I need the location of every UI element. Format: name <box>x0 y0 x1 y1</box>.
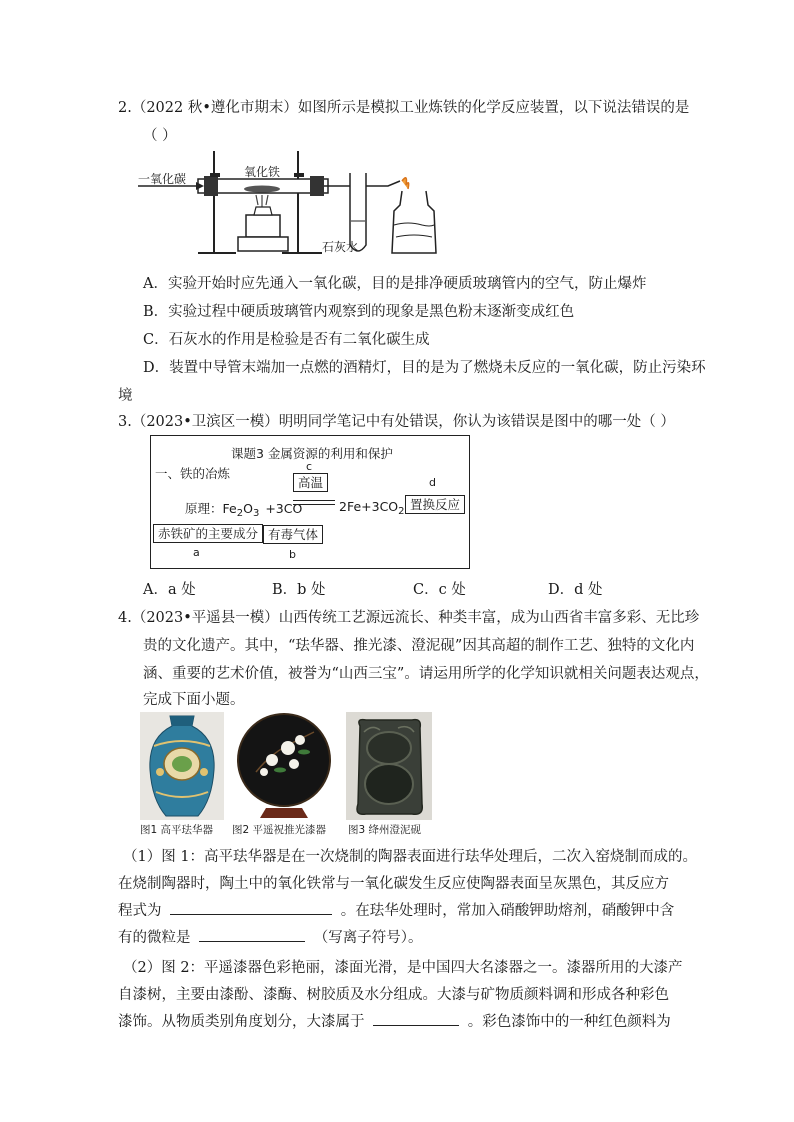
mark-d: d <box>429 476 436 489</box>
q4-p1-line4 <box>118 926 422 947</box>
box-a-ore: 赤铁矿的主要成分 <box>153 524 263 543</box>
mark-a: a <box>193 546 200 559</box>
caption-fig1: 图1 高平珐华器 <box>140 824 214 836</box>
label-limewater: 石灰水 <box>322 240 359 254</box>
principle-label: 原理： <box>185 501 223 516</box>
label-fe2o3: 氧化铁 <box>244 165 281 179</box>
q4-line3: 涵、重要的艺术价值，被誉为“山西三宝”。请运用所学的化学知识就相关问题表达观点， <box>143 666 709 682</box>
q3-option-a: A．a 处 <box>143 582 196 598</box>
q4-p1-prefix: 程式为 <box>118 903 162 919</box>
caption-fig2: 图2 平遥祝推光漆器 <box>232 824 327 836</box>
box-d-reaction-type: 置换反应 <box>405 495 465 514</box>
label-co: 一氧化碳 <box>138 172 187 186</box>
q4-line1: 4.（2023•平遥县一模）山西传统工艺源远流长、种类丰富，成为山西省丰富多彩、无比珍 <box>118 610 700 626</box>
q3-option-c: C．c 处 <box>413 582 466 598</box>
equals-line-bottom <box>293 504 335 505</box>
mark-b: b <box>289 548 296 561</box>
equals-line-top <box>293 500 335 501</box>
product-sub: 2 <box>398 506 405 517</box>
q2-option-a: A．实验开始时应先通入一氧化碳，目的是排净硬质玻璃管内的空气，防止爆炸 <box>143 276 647 292</box>
fahua-vase-photo <box>140 712 224 820</box>
reactant1-sub2: 3 <box>252 508 260 519</box>
q4-p2-line2: 自漆树，主要由漆酚、漆酶、树胶质及水分组成。大漆与矿物质颜料调和形成各种彩色 <box>118 987 669 1003</box>
note-title: 课题3 金属资源的利用和保护 <box>231 446 393 461</box>
q3-option-b: B．b 处 <box>272 582 326 598</box>
q2-stem-line1: 2.（2022 秋•遵化市期末）如图所示是模拟工业炼铁的化学反应装置，以下说法错误的是 <box>118 100 690 116</box>
mark-c: c <box>306 460 313 473</box>
box-c-condition: 高温 <box>293 473 328 492</box>
ion-symbol-answer-blank[interactable] <box>199 927 305 942</box>
equation-answer-blank[interactable] <box>170 900 332 915</box>
q3-option-d: D．d 处 <box>548 582 603 598</box>
reactant1-o: O <box>243 501 253 516</box>
q3-notebook-figure <box>150 435 470 569</box>
q4-line4: 完成下面小题。 <box>143 692 245 708</box>
q4-p1-line1: （1）图 1：高平珐华器是在一次烧制的陶器表面进行珐华处理后，二次入窑烧制而成的。 <box>123 849 698 865</box>
reactant2: +3CO <box>265 501 303 516</box>
q4-p1-line3 <box>118 899 674 920</box>
q2-option-c: C．石灰水的作用是检验是否有二氧化碳生成 <box>143 332 430 348</box>
caption-fig3: 图3 绛州澄泥砚 <box>348 824 422 836</box>
substance-class-answer-blank[interactable] <box>373 1011 459 1026</box>
q4-p2-prefix: 漆饰。从物质类别角度划分，大漆属于 <box>118 1014 365 1030</box>
note-section: 一、铁的冶炼 <box>155 466 231 481</box>
lacquer-plate-photo <box>232 712 336 820</box>
q4-line2: 贵的文化遗产。其中，“珐华器、推光漆、澄泥砚”因其高超的制作工艺、独特的文化内 <box>143 638 695 654</box>
q4-p1-suffix: 。在珐华处理时，常加入硝酸钾助熔剂，硝酸钾中含 <box>340 903 675 919</box>
q4-p2-line1: （2）图 2：平遥漆器色彩艳丽，漆面光滑，是中国四大名漆器之一。漆器所用的大漆产 <box>123 960 683 976</box>
reactant1-sub: 2 <box>236 508 244 519</box>
product: 2Fe+3CO <box>339 499 399 514</box>
q4-p2-line3 <box>118 1010 671 1031</box>
equation-left <box>185 499 302 519</box>
q2-option-b: B．实验过程中硬质玻璃管内观察到的现象是黑色粉末逐渐变成红色 <box>143 304 575 320</box>
inkstone-photo <box>346 712 432 820</box>
q2-stem-line2: （ ） <box>143 128 177 144</box>
box-b-toxic-gas: 有毒气体 <box>263 525 323 544</box>
q3-stem: 3.（2023•卫滨区一模）明明同学笔记中有处错误，你认为该错误是图中的哪一处（ ） <box>118 414 675 430</box>
q2-option-d-cont: 境 <box>118 388 133 404</box>
q4-p1-particles-suffix: （写离子符号）。 <box>313 930 423 946</box>
reactant1: Fe <box>222 501 237 516</box>
iron-smelting-apparatus-diagram <box>138 145 456 263</box>
q4-p1-particles-prefix: 有的微粒是 <box>118 930 191 946</box>
q4-p1-line2: 在烧制陶器时，陶土中的氧化铁常与一氧化碳发生反应使陶器表面呈灰黑色，其反应方 <box>118 876 669 892</box>
q2-option-d: D．装置中导管末端加一点燃的酒精灯，目的是为了燃烧未反应的一氧化碳，防止污染环 <box>143 360 706 376</box>
q4-p2-suffix: 。彩色漆饰中的一种红色颜料为 <box>467 1014 671 1030</box>
equation-product <box>339 499 405 517</box>
